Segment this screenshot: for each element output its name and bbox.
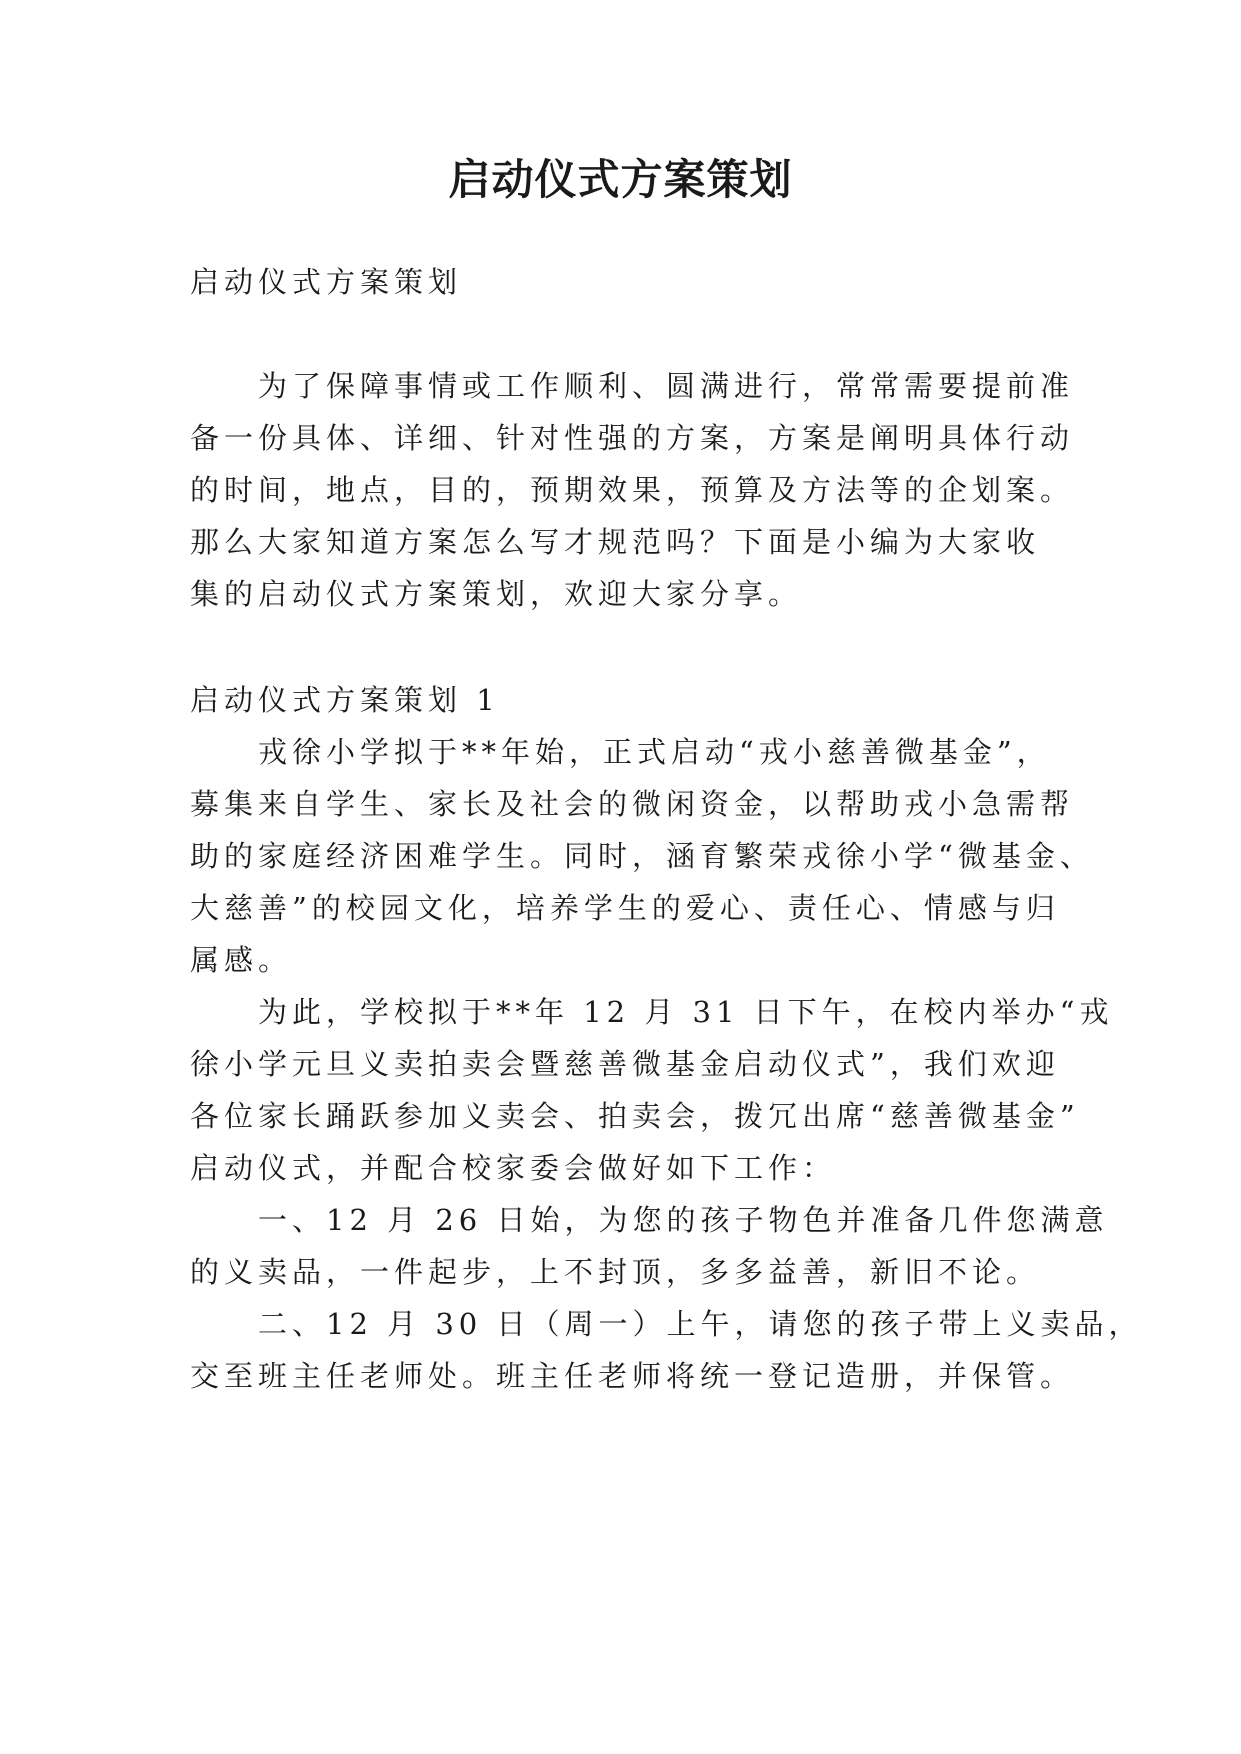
paragraph-line: 交至班主任老师处。班主任老师将统一登记造册，并保管。 — [190, 1359, 1075, 1393]
paragraph-line: 戎徐小学拟于**年始，正式启动“戎小慈善微基金”， — [258, 735, 1051, 769]
paragraph-line: 募集来自学生、家长及社会的微闲资金，以帮助戎小急需帮 — [190, 787, 1075, 821]
section-heading: 启动仪式方案策划 1 — [190, 683, 500, 717]
intro-line: 的时间，地点，目的，预期效果，预算及方法等的企划案。 — [190, 473, 1075, 507]
document-subtitle: 启动仪式方案策划 — [190, 265, 463, 299]
paragraph-line: 大慈善”的校园文化，培养学生的爱心、责任心、情感与归 — [190, 891, 1060, 925]
paragraph-line: 二、12 月 30 日（周一）上午，请您的孩子带上义卖品， — [258, 1307, 1143, 1341]
document-title: 启动仪式方案策划 — [448, 155, 793, 204]
paragraph-line: 启动仪式，并配合校家委会做好如下工作： — [190, 1151, 837, 1185]
paragraph-line: 各位家长踊跃参加义卖会、拍卖会，拨冗出席“慈善微基金” — [190, 1099, 1080, 1133]
paragraph-line: 为此，学校拟于**年 12 月 31 日下午，在校内举办“戎 — [258, 995, 1114, 1029]
paragraph-line: 的义卖品，一件起步，上不封顶，多多益善，新旧不论。 — [190, 1255, 1041, 1289]
intro-line: 集的启动仪式方案策划，欢迎大家分享。 — [190, 577, 803, 611]
paragraph-line: 助的家庭经济困难学生。同时，涵育繁荣戎徐小学“微基金、 — [190, 839, 1094, 873]
intro-line: 那么大家知道方案怎么写才规范吗？下面是小编为大家收 — [190, 525, 1041, 559]
paragraph-line: 一、12 月 26 日始，为您的孩子物色并准备几件您满意 — [258, 1203, 1109, 1237]
intro-line: 为了保障事情或工作顺利、圆满进行，常常需要提前准 — [258, 369, 1075, 403]
intro-line: 备一份具体、详细、针对性强的方案，方案是阐明具体行动 — [190, 421, 1075, 455]
paragraph-line: 属感。 — [190, 943, 293, 977]
paragraph-line: 徐小学元旦义卖拍卖会暨慈善微基金启动仪式”，我们欢迎 — [190, 1047, 1060, 1081]
